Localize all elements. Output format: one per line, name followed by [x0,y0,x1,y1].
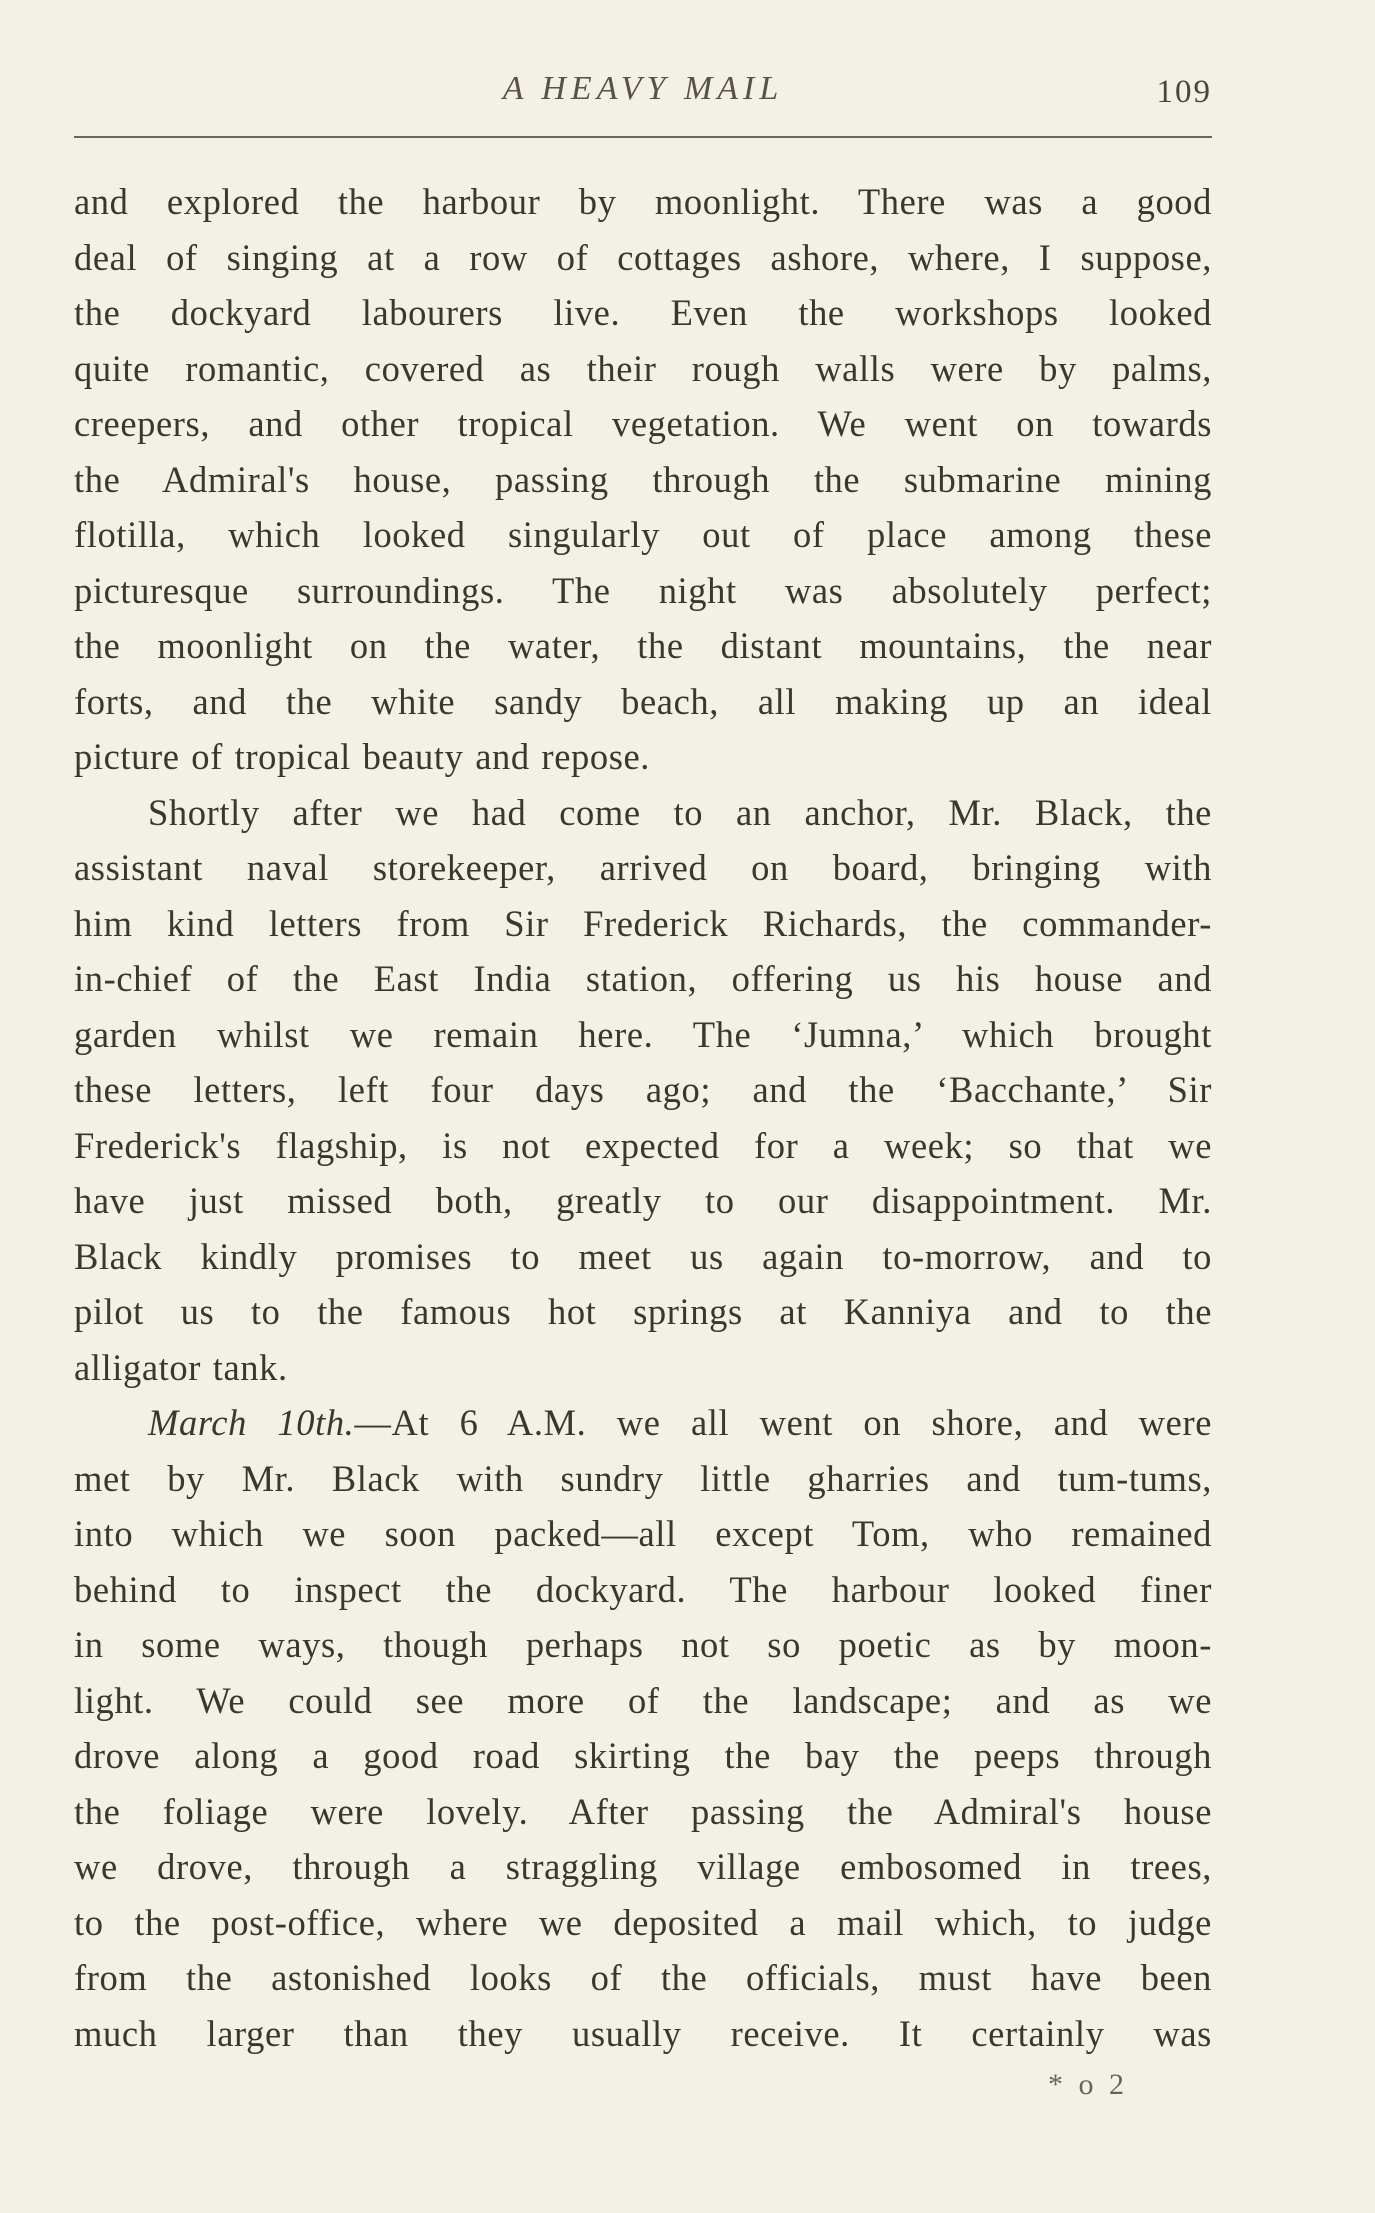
text-line: him kind letters from Sir Frederick Richards, the commander- [74,902,1212,944]
date-heading: March 10th. [148,1402,355,1443]
text-line: assistant naval storekeeper, arrived on board, bringing with [74,847,1212,888]
text-line: and explored the harbour by moonlight. There was a good [74,181,1212,222]
text-line: the moonlight on the water, the distant mountains, the near [74,625,1212,666]
text-line: behind to inspect the dockyard. The harbour looked finer [74,1568,1212,1610]
text-line: drove along a good road skirting the bay the peeps through [74,1735,1212,1776]
date-line-rest: —At 6 A.M. we all went on shore, and were [354,1402,1212,1443]
text-line: the dockyard labourers live. Even the workshops looked [74,292,1212,333]
text-line: these letters, left four days ago; and the ‘Bacchante,’ Sir [74,1069,1212,1110]
text-line: picture of tropical beauty and repose. [74,736,651,777]
body-text [74,174,1212,2061]
text-line: we drove, through a straggling village embosomed in trees, [74,1846,1212,1887]
text-line: to the post-office, where we deposited a mail which, to judge [74,1901,1212,1943]
text-line: the foliage were lovely. After passing the Admiral's house [74,1790,1212,1832]
text-line: forts, and the white sandy beach, all making up an ideal [74,680,1212,722]
text-line: the Admiral's house, passing through the submarine mining [74,458,1212,500]
text-line: pilot us to the famous hot springs at Kanniya and to the [74,1291,1212,1332]
text-line: Shortly after we had come to an anchor, Mr. Black, the [148,791,1212,833]
text-line: quite romantic, covered as their rough walls were by palms, [74,347,1212,389]
text-line: in some ways, though perhaps not so poetic as by moon- [74,1624,1212,1665]
text-line: from the astonished looks of the officials, must have been [74,1957,1212,1998]
text-line: creepers, and other tropical vegetation. We went on towards [74,403,1212,444]
text-line: picturesque surroundings. The night was absolutely perfect; [74,569,1212,611]
running-head [74,70,1212,120]
signature-mark: * o 2 [1048,2068,1128,2101]
running-title: A HEAVY MAIL [502,70,784,107]
date-line [74,1395,1212,1451]
page-number: 109 [1156,74,1212,110]
text-line: into which we soon packed—all except Tom, who remained [74,1513,1212,1554]
text-line: deal of singing at a row of cottages ashore, where, I suppose, [74,236,1212,278]
text-line: have just missed both, greatly to our disappointment. Mr. [74,1180,1212,1221]
text-line: flotilla, which looked singularly out of place among these [74,514,1212,555]
text-line: alligator tank. [74,1346,288,1388]
header-rule [74,136,1212,138]
text-line: met by Mr. Black with sundry little gharries and tum-tums, [74,1457,1212,1499]
text-line: light. We could see more of the landscape; and as we [74,1679,1212,1721]
text-line: garden whilst we remain here. The ‘Jumna,’ which brought [74,1013,1212,1055]
text-line: Black kindly promises to meet us again to-morrow, and to [74,1235,1212,1277]
text-line: in-chief of the East India station, offering us his house and [74,958,1212,999]
text-line: Frederick's flagship, is not expected for a week; so that we [74,1124,1212,1166]
text-line: much larger than they usually receive. It certainly was [74,2012,1212,2054]
